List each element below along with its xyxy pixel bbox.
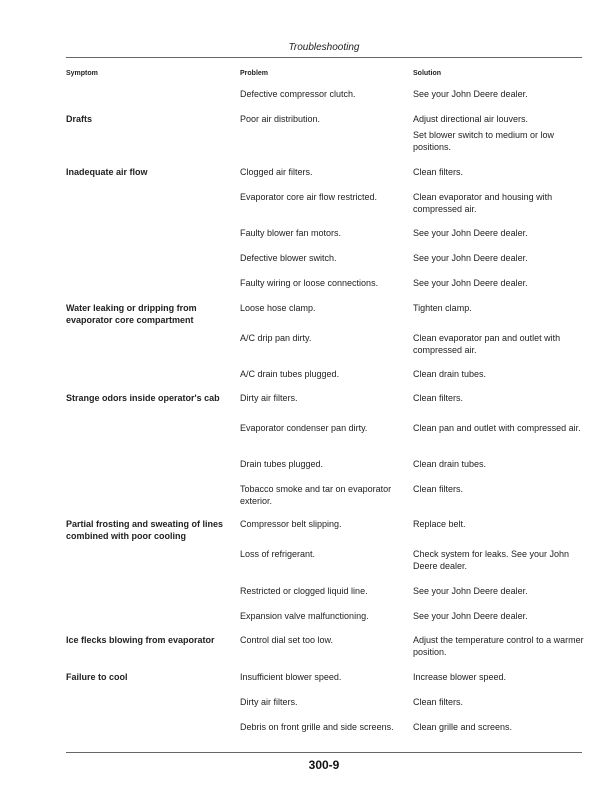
footer-rule (66, 752, 582, 753)
table-row-solution: Check system for leaks. See your John Deere dealer. (413, 549, 570, 571)
table-row-problem: Compressor belt slipping. (240, 519, 342, 529)
table-row-symptom: Water leaking or dripping from evaporator core compartment (66, 303, 197, 325)
table-row-problem: Evaporator condenser pan dirty. (240, 423, 368, 433)
table-row-solution: Clean drain tubes. (413, 369, 487, 379)
table-row-problem: Evaporator core air flow restricted. (240, 192, 378, 202)
table-row-problem: Control dial set too low. (240, 635, 334, 645)
table-row-solution: Clean filters. (413, 393, 464, 403)
table-row-problem: Debris on front grille and side screens. (240, 722, 394, 732)
table-row-problem: Dirty air filters. (240, 697, 298, 707)
table-row-solution: See your John Deere dealer. (413, 253, 528, 263)
table-row-solution: Clean filters. (413, 484, 464, 494)
table-row-solution: See your John Deere dealer. (413, 611, 528, 621)
table-row-solution: Clean grille and screens. (413, 722, 513, 732)
table-row-solution: See your John Deere dealer. (413, 278, 528, 288)
table-row-problem: Tobacco smoke and tar on evaporator exterior. (240, 484, 392, 506)
table-row-solution: Tighten clamp. (413, 303, 472, 313)
table-row-problem: Expansion valve malfunctioning. (240, 611, 369, 621)
table-row-symptom: Ice flecks blowing from evaporator (66, 635, 215, 645)
table-row-solution: Adjust the temperature control to a warmer position. (413, 635, 584, 657)
table-row-problem: Defective blower switch. (240, 253, 337, 263)
table-row-solution: See your John Deere dealer. (413, 586, 528, 596)
table-row-solution: Clean evaporator and housing with compressed air. (413, 192, 553, 214)
table-row-problem: Restricted or clogged liquid line. (240, 586, 368, 596)
column-header-solution: Solution (413, 70, 441, 77)
page-number: 300-9 (308, 758, 340, 772)
table-row-symptom: Inadequate air flow (66, 167, 148, 177)
table-row-problem: Clogged air filters. (240, 167, 313, 177)
table-row-solution: Adjust directional air louvers. (413, 114, 529, 124)
table-row-problem: A/C drain tubes plugged. (240, 369, 340, 379)
column-header-symptom: Symptom (66, 70, 98, 77)
table-row-solution: Clean filters. (413, 167, 464, 177)
table-row-problem: Insufficient blower speed. (240, 672, 342, 682)
table-row-problem: Faulty blower fan motors. (240, 228, 342, 238)
table-row-problem: Faulty wiring or loose connections. (240, 278, 379, 288)
header-rule (66, 57, 582, 58)
table-row-problem: Poor air distribution. (240, 114, 321, 124)
page-header-title: Troubleshooting (288, 42, 360, 53)
table-row-symptom: Strange odors inside operator's cab (66, 393, 220, 403)
table-row-solution: See your John Deere dealer. (413, 89, 528, 99)
table-row-solution: Replace belt. (413, 519, 466, 529)
table-row-solution: Set blower switch to medium or low positions. (413, 130, 555, 152)
table-row-problem: Loss of refrigerant. (240, 549, 316, 559)
table-row-solution: Clean evaporator pan and outlet with compressed air. (413, 333, 561, 355)
table-row-problem: Dirty air filters. (240, 393, 298, 403)
table-row-problem: Drain tubes plugged. (240, 459, 324, 469)
table-row-problem: Defective compressor clutch. (240, 89, 356, 99)
table-row-problem: Loose hose clamp. (240, 303, 316, 313)
table-row-solution: Clean filters. (413, 697, 464, 707)
table-row-symptom: Partial frosting and sweating of lines combined with poor cooling (66, 519, 224, 541)
table-row-solution: Increase blower speed. (413, 672, 507, 682)
column-header-problem: Problem (240, 70, 269, 77)
table-row-solution: Clean pan and outlet with compressed air. (413, 423, 581, 433)
table-row-problem: A/C drip pan dirty. (240, 333, 312, 343)
table-row-symptom: Failure to cool (66, 672, 128, 682)
table-row-symptom: Drafts (66, 114, 93, 124)
table-row-solution: See your John Deere dealer. (413, 228, 528, 238)
table-row-solution: Clean drain tubes. (413, 459, 487, 469)
